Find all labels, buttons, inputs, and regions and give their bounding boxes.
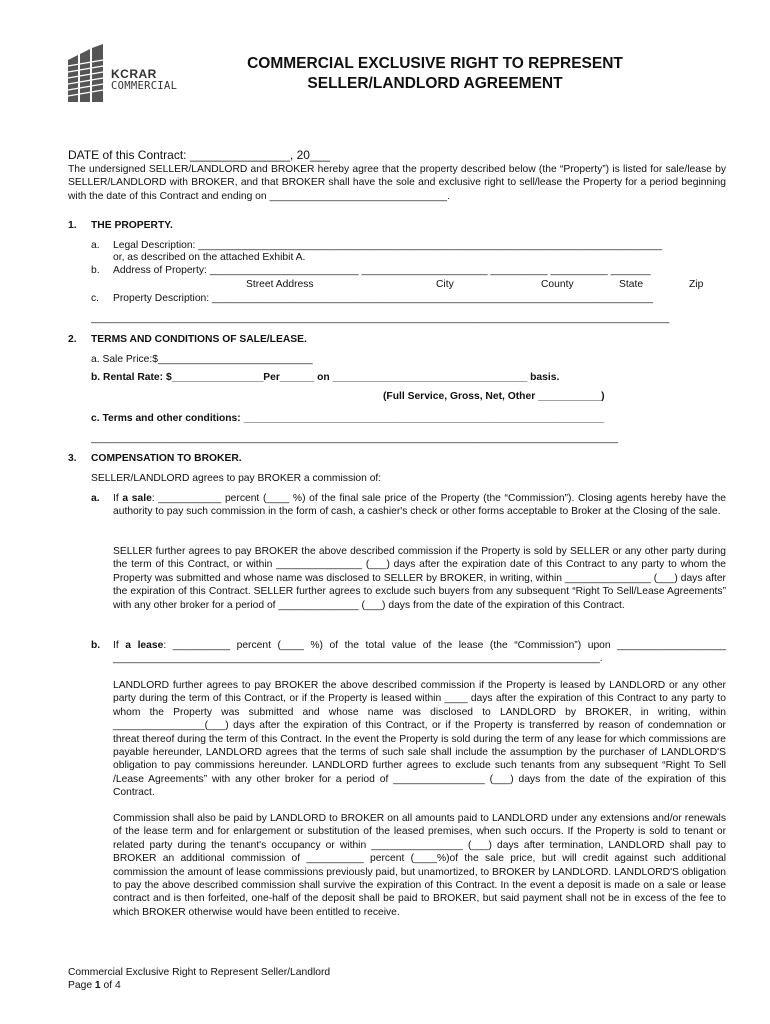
county-label: County <box>541 279 574 290</box>
logo-text-commercial: COMMERCIAL <box>111 80 178 92</box>
property-description-field[interactable]: Property Description: _____________________________________________________________________________ <box>113 293 653 304</box>
sale-bold-term: a sale <box>122 493 152 504</box>
zip-label: Zip <box>689 279 704 290</box>
document-title-line2: SELLER/LANDLORD AGREEMENT <box>307 75 563 92</box>
street-address-label: Street Address <box>246 279 314 290</box>
landlord-further-agrees-paragraph: LANDLORD further agrees to pay BROKER the above described commission if the Property is leased by LANDLORD or any other party during the term of this Contract, or if the Property is leased within ____ days after the expiration of this Contract to any party to whom the Property was submitted and whose name was disclosed to LANDLORD by BROKER, in writing, within ________________(___) days after the expiration of this Contract, or if the Property is transferred by reason of condemnation or threat thereof during the term of this Contract. In the event the Property is sold during the term of any lease for which commissions are payable hereunder, LANDLORD agrees that the terms of such sale shall include the assumption by the purchaser of LANDLORD'S obligation to pay commissions hereunder. LANDLORD further agrees to exclude such tenants from any subsequent “Right To Sell /Lease Agreements” with any other broker for a period of ________________ (___) days from the date of the expiration of this Contract. <box>113 680 726 799</box>
state-label: State <box>619 279 644 290</box>
document-title-line1: COMMERCIAL EXCLUSIVE RIGHT TO REPRESENT <box>247 55 623 72</box>
property-description-continued[interactable]: _____________________________________________________________________________________________________ <box>91 313 670 324</box>
item-c-label: c. <box>91 293 100 304</box>
footer-page-number: Page 1 of 4 <box>68 980 121 991</box>
exhibit-a-note: or, as described on the attached Exhibit A. <box>113 252 306 263</box>
contract-date-field[interactable]: DATE of this Contract: _______________, 20___ <box>68 148 330 162</box>
commission-extensions-paragraph: Commission shall also be paid by LANDLORD to BROKER on all amounts paid to LANDLORD under any extensions and/or renewals of the lease term and for enlargement or substitution of the leased premises, when such occurs. If the Property is sold to tenant or related party during the tenant's occupancy or within ________________ (___) days after termination, LANDLORD shall pay to BROKER an additional commission of __________ percent (____%)of the sale price, but will credit against such additional commission the amount of lease commissions previously paid, but unamortized, to BROKER by LANDLORD. LANDLORD'S obligation to pay the above described commission shall survive the expiration of this Contract. In the event a deposit is made on a sale or lease contract and is then forfeited, one-half of the deposit shall be paid to BROKER, but said payment shall not be in excess of the fee to which BROKER otherwise would have been entitled to receive. <box>113 813 726 918</box>
section-2-heading: TERMS AND CONDITIONS OF SALE/LEASE. <box>91 334 307 345</box>
commission-intro: SELLER/LANDLORD agrees to pay BROKER a commission of: <box>91 473 382 484</box>
sale-price-field[interactable]: a. Sale Price:$___________________________ <box>91 354 313 365</box>
lease-commission-paragraph: If a lease: __________ percent (____ %) of the total value of the lease (the “Commission”) upon ___________________ _____________________________________________________________________________________. <box>113 640 726 665</box>
section-2-number: 2. <box>68 334 77 345</box>
logo-text-kcrar: KCRAR <box>111 67 157 81</box>
footer-document-name: Commercial Exclusive Right to Represent Seller/Landlord <box>68 967 331 978</box>
rental-rate-field[interactable]: b. Rental Rate: $________________Per______ on __________________________________ basis. <box>91 372 560 383</box>
section-1-number: 1. <box>68 220 77 231</box>
intro-paragraph: The undersigned SELLER/LANDLORD and BROKER hereby agree that the property described below (the “Property”) is listed for sale/lease by SELLER/LANDLORD with BROKER, and that BROKER shall have the sole and exclusive right to sell/lease the Property for a period beginning with the date of this Contract and ending on _______________________________. <box>68 164 726 202</box>
section-3-number: 3. <box>68 453 77 464</box>
rental-basis-options: (Full Service, Gross, Net, Other ___________) <box>383 391 605 402</box>
section-1-heading: THE PROPERTY. <box>91 220 173 231</box>
property-address-field[interactable]: Address of Property: __________________________ ______________________ __________ __________ _______ <box>113 265 651 276</box>
seller-further-agrees-paragraph: SELLER further agrees to pay BROKER the above described commission if the Property is sold by SELLER or any other party during the term of this Contract, or within _______________ (___) days after the expiration date of this Contract to any party to whom the Property was submitted and whose name was disclosed to SELLER by BROKER, in writing, within _______________ (___) days after the expiration of this Contract. SELLER further agrees to exclude such buyers from any subsequent “Right To Sell/Lease Agreements” with any other broker for a period of ______________ (___) days from the date of the expiration of this Contract. <box>113 546 726 611</box>
terms-conditions-continued[interactable]: ____________________________________________________________________________________________ <box>91 433 618 444</box>
section-3-heading: COMPENSATION TO BROKER. <box>91 453 242 464</box>
sale-commission-paragraph: If a sale: ___________ percent (____ %) of the final sale price of the Property (the “Commission”). Closing agents hereby have the authority to pay such commission in the form of cash, a cashier's check or other forms acceptable to Broker at the Closing of the sale. <box>113 493 726 518</box>
item-a-label: a. <box>91 240 100 251</box>
legal-description-field[interactable]: Legal Description: _________________________________________________________________________________ <box>113 240 663 251</box>
terms-conditions-field[interactable]: c. Terms and other conditions: _______________________________________________________________ <box>91 413 605 424</box>
item-3a-label: a. <box>91 493 100 504</box>
item-3b-label: b. <box>91 640 101 651</box>
city-label: City <box>436 279 454 290</box>
lease-bold-term: a lease <box>125 640 164 651</box>
item-b-label: b. <box>91 265 100 276</box>
